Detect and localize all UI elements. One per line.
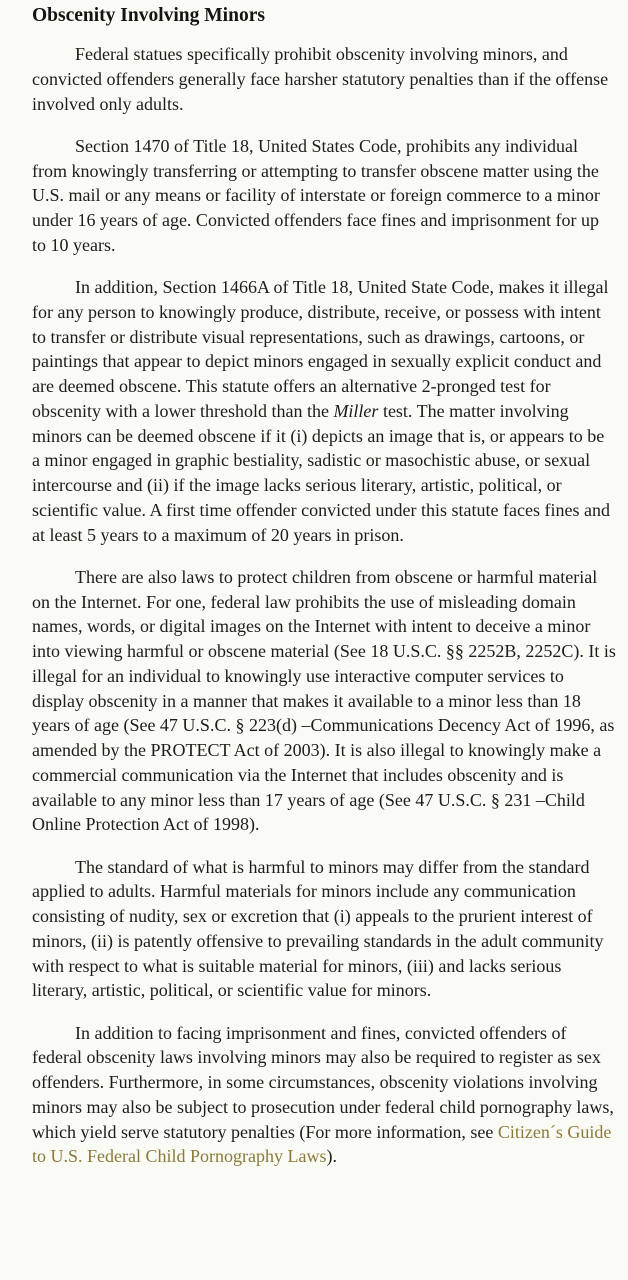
paragraph-section-1470: Section 1470 of Title 18, United States Code, prohibits any individual from knowingly transferring or attempting to transfer obscene matter using the U.S. mail or any means or facility of interstate or foreign commerce to a minor under 16 years of age. Convicted offenders face fines and imprisonment for up to 10 years.: [32, 135, 600, 255]
paragraph-registration-text-a: In addition to facing imprisonment and fines, convicted offenders of federal obscenity laws involving minors may also be required to register as sex offenders. Furthermore, in some circumstances, obscenity violations involving minors may also be subject to prosecution under federal child pornography laws, which yield serve statutory penalties (For more information, see: [32, 1022, 614, 1142]
miller-test-italic: Miller: [333, 400, 379, 421]
section-heading: Obscenity Involving Minors: [32, 5, 265, 26]
paragraph-internet-laws: There are also laws to protect children from obscene or harmful material on the Internet. For one, federal law prohibits the use of misleading domain names, words, or digital images on the Internet with intent to deceive a minor into viewing harmful or obscene material (See 18 U.S.C. §§ 2252B, 2252C). It is illegal for an individual to knowingly use interactive computer services to display obscenity in a manner that makes it available to a minor less than 18 years of age (See 47 U.S.C. § 223(d) –Communications Decency Act of 1996, as amended by the PROTECT Act of 2003). It is also illegal to knowingly make a commercial communication via the Internet that includes obscenity and is available to any minor less than 17 years of age (See 47 U.S.C. § 231 –Child Online Protection Act of 1998).: [32, 566, 616, 835]
paragraph-section-1466a: [32, 275, 616, 547]
paragraph-harmful-standard: The standard of what is harmful to minors may differ from the standard applied to adults. Harmful materials for minors include any communication consisting of nudity, sex or excretion that (i) appeals to the prurient interest of minors, (ii) is patently offensive to prevailing standards in the adult community with respect to what is suitable material for minors, (iii) and lacks serious literary, artistic, political, or scientific value for minors.: [32, 856, 604, 1001]
paragraph-sex-offender-registration: [32, 1021, 616, 1170]
paragraph-section-1466a-text-b: test. The matter involving minors can be deemed obscene if it (i) depicts an image that is, or appears to be a minor engaged in graphic bestiality, sadistic or masochistic abuse, or sexual intercourse and (ii) if the image lacks serious literary, artistic, political, or scientific value. A first time offender convicted under this statute faces fines and at least 5 years to a maximum of 20 years in prison.: [32, 400, 610, 545]
paragraph-section-1466a-text-a: In addition, Section 1466A of Title 18, United State Code, makes it illegal for any person to knowingly produce, distribute, receive, or possess with intent to transfer or distribute visual representations, such as drawings, cartoons, or paintings that appear to depict minors engaged in sexually explicit conduct and are deemed obscene. This statute offers an alternative 2-pronged test for obscenity with a lower threshold than the: [32, 277, 609, 421]
paragraph-registration-text-b: ).: [326, 1146, 337, 1167]
child-pornography-guide-link[interactable]: Citizen´s Guide to U.S. Federal Child Pornography Laws: [32, 1121, 612, 1167]
paragraph-intro: Federal statues specifically prohibit obscenity involving minors, and convicted offenders generally face harsher statutory penalties than if the offense involved only adults.: [32, 44, 609, 114]
